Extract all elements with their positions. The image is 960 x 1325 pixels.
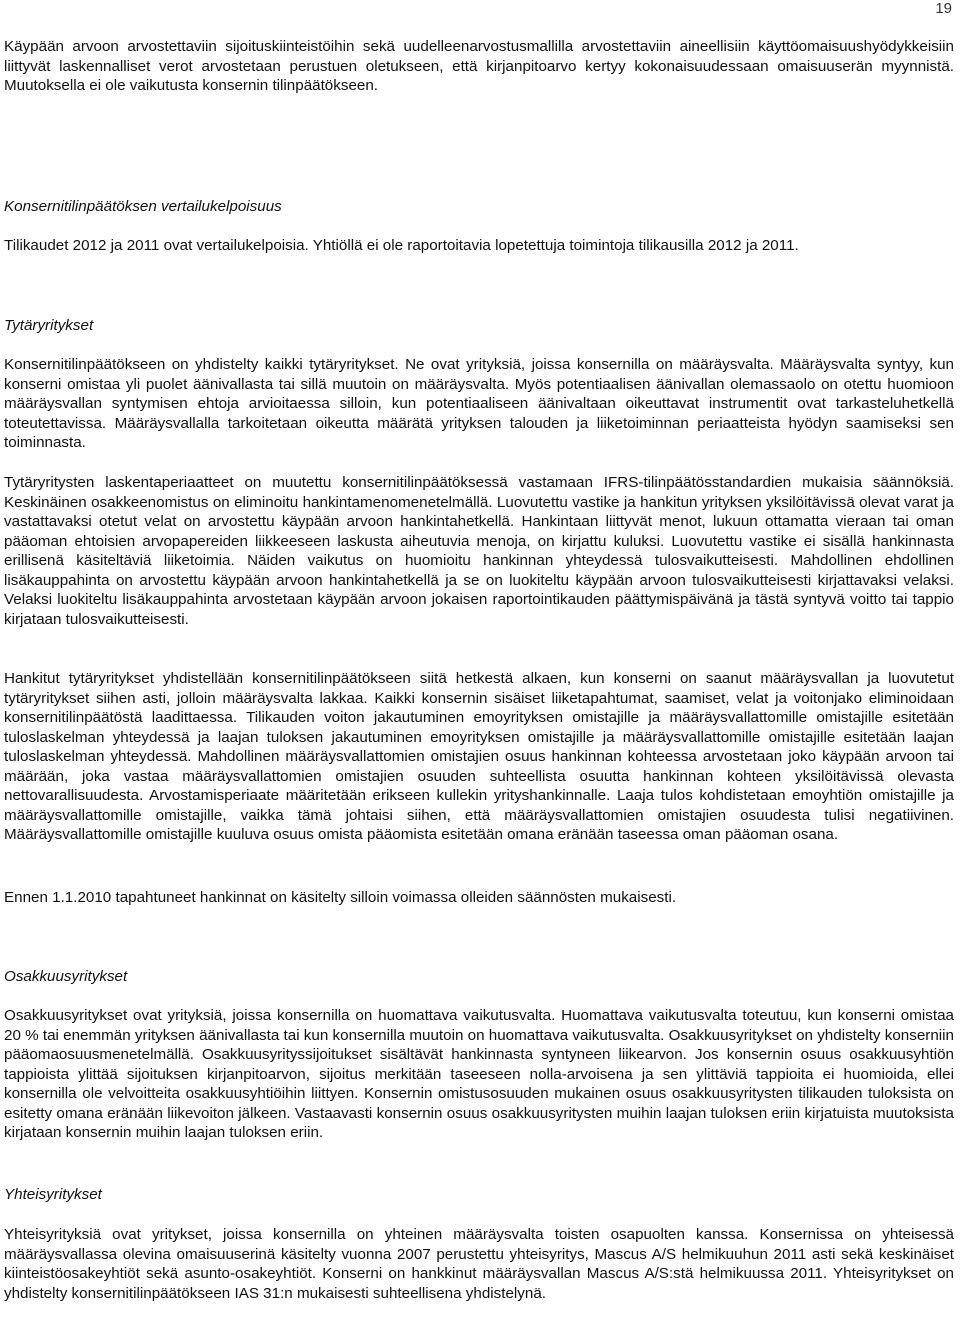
comparability-paragraph: Tilikaudet 2012 ja 2011 ovat vertailukelpoisia. Yhtiöllä ei ole raportoitavia lopetettuja toimintoja tilikausilla 2012 ja 2011. [4, 237, 799, 254]
joint-ventures-paragraph: Yhteisyrityksiä ovat yritykset, joissa konsernilla on yhteinen määräysvalta toisten osapuolten kanssa. Konsernissa on yhteisessä määräysvallassa olevina omaisuuserinä käsitelty vuonna 2007 perustettu yhteisyritys, Mascus A/S helmikuuhun 2011 asti sekä keskinäiset kiinteistöosakeyhtiöt sekä asunto-osakeyhtiöt. Konserni on hankkinut määräysvallan Mascus A/S:stä helmikuussa 2011. Yhteisyritykset on yhdistelty konsernitilinpäätökseen IAS 31:n mukaisesti suhteellisena yhdistelynä. [4, 1226, 954, 1302]
intro-paragraph: Käypään arvoon arvostettaviin sijoituskiinteistöihin sekä uudelleenarvostusmallilla arvostettaviin aineellisiin käyttöomaisuushyödykkeisiin liittyvät laskennalliset verot arvostetaan perustuen oletukseen, että kirjanpitoarvo kertyy kokonaisuudessaan omaisuuserän myynnistä. Muutoksella ei ole vaikutusta konsernin tilinpäätökseen. [4, 38, 954, 94]
subsidiaries-paragraph-3: Hankitut tytäryritykset yhdistellään konsernitilinpäätökseen siitä hetkestä alkaen, kun konserni on saanut määräysvallan ja luovutetut tytäryritykset siihen asti, jolloin määräysvalta lakkaa. Kaikki konsernin sisäiset liiketapahtumat, saamiset, velat ja voitonjako eliminoidaan konsernitilinpäätöstä laadittaessa. Tilikauden voiton jakautuminen emoyrityksen omistajille ja määräysvallattomille omistajille esitetään tuloslaskelman yhteydessä ja laajan tuloksen jakautuminen emoyrityksen omistajille ja määräysvallattomille omistajille esitetään laajan tuloslaskelman yhteydessä. Mahdollinen määräysvallattomien omistajien osuus hankinnan kohteessa arvostetaan joko käypään arvoon tai määrään, joka vastaa määräysvallattomien omistajien osuuden suhteellista osuutta hankinnan kohteen yksilöitävissä olevasta nettovarallisuudesta. Arvostamisperiaate määritetään erikseen kullekin yrityshankinnalle. Laaja tulos kohdistetaan emoyhtiön omistajille ja määräysvallattomille omistajille, vaikka tämä johtaisi siihen, että määräysvallattomien omistajien osuudesta tulisi negatiivinen. Määräysvallattomille omistajille kuuluva osuus omista pääomista esitetään omana eränään taseessa oman pääoman osana. [4, 670, 954, 843]
subsidiaries-paragraph-1: Konsernitilinpäätökseen on yhdistelty kaikki tytäryritykset. Ne ovat yrityksiä, joissa konsernilla on määräysvalta. Määräysvalta syntyy, kun konserni omistaa yli puolet äänivallasta tai sillä muutoin on määräysvalta. Myös potentiaalisen äänivallan olemassaolo on otettu huomioon määräysvallan syntymisen ehtoja arvioitaessa silloin, kun potentiaaliseen äänivaltaan oikeuttavat instrumentit ovat tarkasteluhetkellä toteutettavissa. Määräysvallalla tarkoitetaan oikeutta määrätä yrityksen talouden ja liiketoiminnan periaatteista hyödyn saamiseksi sen toiminnasta. [4, 356, 954, 451]
subsidiaries-paragraph-2: Tytäryritysten laskentaperiaatteet on muutettu konsernitilinpäätöksessä vastamaan IFRS-tilinpäätösstandardien mukaisia säännöksiä. Keskinäinen osakkeenomistus on eliminoitu hankintamenomenetelmällä. Luovutettu vastike ja hankitun yrityksen yksilöitävissä olevat varat ja vastattavaksi otetut velat on arvostettu käypään arvoon hankintahetkellä. Hankintaan liittyvät menot, lukuun ottamatta vieraan tai oman pääoman ehtoisien arvopapereiden liikkeeseen laskusta aiheutuvia menoja, on kirjattu kuluksi. Luovutettu vastike ei sisällä hankinnasta erillisenä käsiteltäviä liiketoimia. Näiden vaikutus on huomioitu hankinnan yhteydessä tulosvaikutteisesti. Mahdollinen ehdollinen lisäkauppahinta on arvostettu käypään arvoon hankintahetkellä ja se on luokiteltu käypään arvoon tulosvaikutteisesti kirjattavaksi velaksi. Velaksi luokiteltu lisäkauppahinta arvostetaan käypään arvoon jokaisen raportointikauden päättymispäivänä ja tästä syntyvä voitto tai tappio kirjataan tulosvaikutteisesti. [4, 474, 954, 628]
subsidiaries-paragraph-4: Ennen 1.1.2010 tapahtuneet hankinnat on käsitelty silloin voimassa olleiden säännösten mukaisesti. [4, 889, 677, 906]
heading-subsidiaries: Tytäryritykset [4, 317, 94, 334]
page-number: 19 [935, 0, 952, 17]
heading-comparability: Konsernitilinpäätöksen vertailukelpoisuus [4, 198, 282, 215]
heading-joint-ventures: Yhteisyritykset [4, 1186, 102, 1203]
heading-associates: Osakkuusyritykset [4, 968, 128, 985]
associates-paragraph: Osakkuusyritykset ovat yrityksiä, joissa konsernilla on huomattava vaikutusvalta. Huomattava vaikutusvalta toteutuu, kun konserni omistaa 20 % tai enemmän yrityksen äänivallasta tai kun konsernilla muutoin on huomattava vaikutusvalta. Osakkuusyritykset on yhdistelty konserniin pääomaosuusmenetelmällä. Osakkuusyrityssijoitukset sisältävät hankinnasta syntyneen liikearvon. Jos konsernin osuus osakkuusyhtiön tappioista ylittää sijoituksen kirjanpitoarvon, sijoitus merkitään taseeseen nolla-arvoisena ja sen ylittäviä tappioita ei huomioida, ellei konsernilla ole velvoitteita osakkuusyhtiöihin liittyen. Konsernin omistusosuuden mukainen osuus osakkuusyritysten tilikauden tuloksista on esitetty omana eränään liikevoiton jälkeen. Vastaavasti konsernin osuus osakkuusyritysten muihin laajan tuloksen eriin kirjatuista muutoksista kirjataan konsernin muihin laajan tuloksen eriin. [4, 1007, 954, 1141]
